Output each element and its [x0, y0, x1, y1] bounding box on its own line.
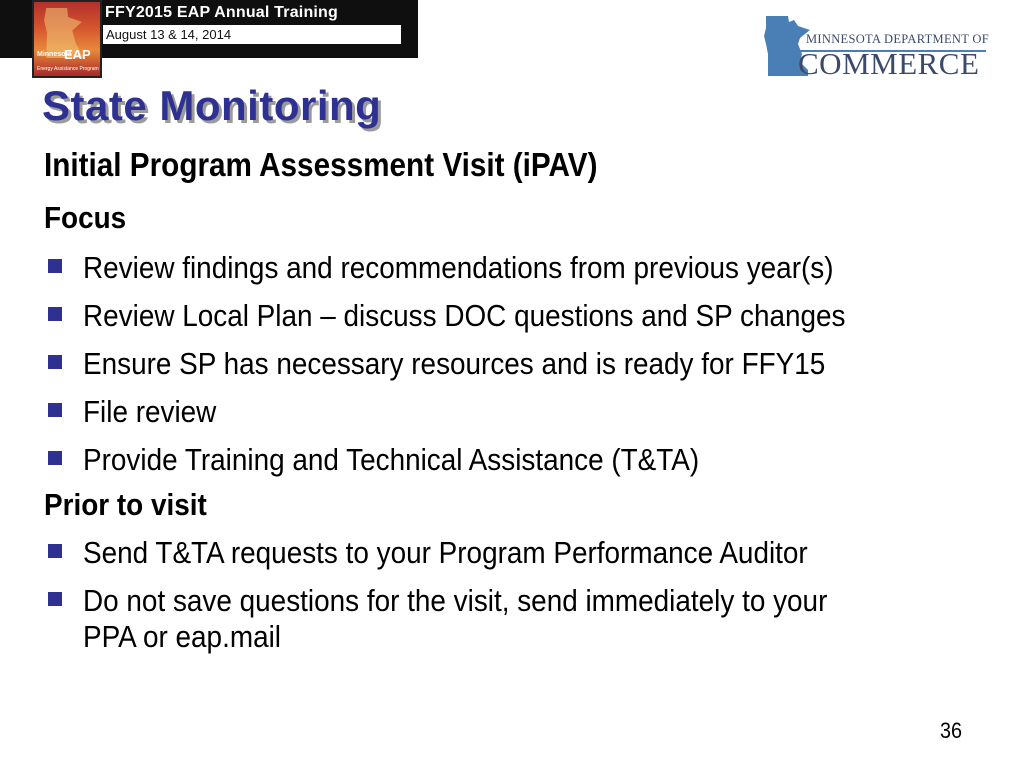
banner-date: August 13 & 14, 2014: [103, 25, 401, 44]
square-bullet-icon: [48, 592, 62, 606]
slide-title: State Monitoring: [42, 82, 382, 129]
slide-subtitle: Initial Program Assessment Visit (iPAV): [44, 146, 598, 183]
list-item: [0, 250, 1024, 298]
eap-logo-subtitle: Energy Assistance Program: [37, 66, 99, 72]
list-item: [0, 583, 1024, 667]
square-bullet-icon: [48, 403, 62, 417]
square-bullet-icon: [48, 355, 62, 369]
focus-list: [0, 250, 1024, 490]
square-bullet-icon: [48, 259, 62, 273]
square-bullet-icon: [48, 451, 62, 465]
bullet-text: Send T&TA requests to your Program Performance Auditor: [83, 535, 808, 570]
bullet-text: Do not save questions for the visit, send immediately to your: [83, 583, 828, 618]
commerce-logo: [762, 14, 992, 84]
list-item: [0, 394, 1024, 442]
bullet-text: File review: [83, 394, 217, 429]
eap-logo-program: EAP: [64, 47, 91, 62]
bullet-text: Review Local Plan – discuss DOC questions and SP changes: [83, 298, 846, 333]
list-item: [0, 442, 1024, 490]
square-bullet-icon: [48, 544, 62, 558]
list-item: [0, 298, 1024, 346]
commerce-word: COMMERCE: [798, 46, 980, 81]
bullet-text: Provide Training and Technical Assistance (T&TA): [83, 442, 700, 477]
banner-title: FFY2015 EAP Annual Training: [105, 4, 339, 21]
square-bullet-icon: [48, 307, 62, 321]
bullet-text: Review findings and recommendations from previous year(s): [83, 250, 834, 285]
list-item: [0, 346, 1024, 394]
page-number: 36: [940, 718, 963, 743]
commerce-dept-text: MINNESOTA DEPARTMENT OF: [806, 32, 989, 46]
list-item: [0, 535, 1024, 583]
prior-list: [0, 535, 1024, 667]
focus-heading: Focus: [44, 200, 127, 235]
minnesota-eap-logo: [32, 0, 102, 78]
eap-logo-state: Minnesota: [37, 51, 72, 58]
bullet-text: Ensure SP has necessary resources and is ready for FFY15: [83, 346, 826, 381]
prior-heading: Prior to visit: [44, 487, 207, 522]
bullet-text-continued: PPA or eap.mail: [83, 619, 281, 654]
